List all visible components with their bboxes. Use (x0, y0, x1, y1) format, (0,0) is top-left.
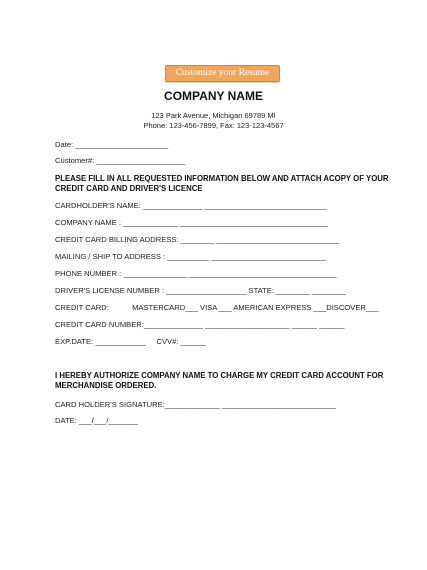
credit-card-number-field[interactable]: CREDIT CARD NUMBER:______________ ____________________ ______ ______ (55, 320, 345, 329)
company-phone: Phone: 123-456-7899, Fax: 123-123-4567 (143, 121, 284, 130)
instructions-line-2: CREDIT CARD AND DRIVER'S LICENCE (55, 184, 203, 193)
signature-date-field[interactable]: DATE: ___/___/_______ (55, 416, 139, 425)
company-address: 123 Park Avenue, Michigan 69789 MI (151, 111, 276, 120)
customize-resume-button[interactable]: Customize your Resume (165, 65, 280, 82)
cardholder-name-field[interactable]: CARDHOLDER'S NAME: ______________ _____________________________ (55, 201, 327, 210)
mailing-address-field[interactable]: MAILING / SHIP TO ADDRESS : __________ ___________________________ (55, 252, 326, 261)
signature-field[interactable]: CARD HOLDER'S SIGNATURE:_____________ ___________________________ (55, 400, 336, 409)
customer-number-field[interactable]: Customer#: _____________________ (55, 156, 186, 165)
company-name-field[interactable]: COMPANY NAME : _____________ ___________________________________ (55, 218, 328, 227)
phone-number-field[interactable]: PHONE NUMBER : _______________ ___________________________________ (55, 269, 337, 278)
date-field[interactable]: Date: ______________________ (55, 140, 169, 149)
authorization-line-1: I HEREBY AUTHORIZE COMPANY NAME TO CHARGE MY CREDIT CARD ACCOUNT FOR (55, 371, 384, 380)
billing-address-field[interactable]: CREDIT CARD BILLING ADDRESS: ________ _____________________________ (55, 235, 339, 244)
authorization-line-2: MERCHANDISE ORDERED. (55, 381, 157, 390)
expiry-cvv-field[interactable]: EXP.DATE: ____________ CVV#: ______ (55, 337, 206, 346)
drivers-license-field[interactable]: DRIVER'S LICENSE NUMBER : ___________________ STATE: ________ ________ (55, 286, 346, 295)
credit-card-type-field[interactable]: CREDIT CARD: MASTERCARD___ VISA ___ AMERICAN EXPRESS ___DISCOVER___ (55, 303, 379, 312)
instructions-line-1: PLEASE FILL IN ALL REQUESTED INFORMATION BELOW AND ATTACH ACOPY OF YOUR (55, 174, 389, 183)
company-name: COMPANY NAME (164, 89, 263, 103)
